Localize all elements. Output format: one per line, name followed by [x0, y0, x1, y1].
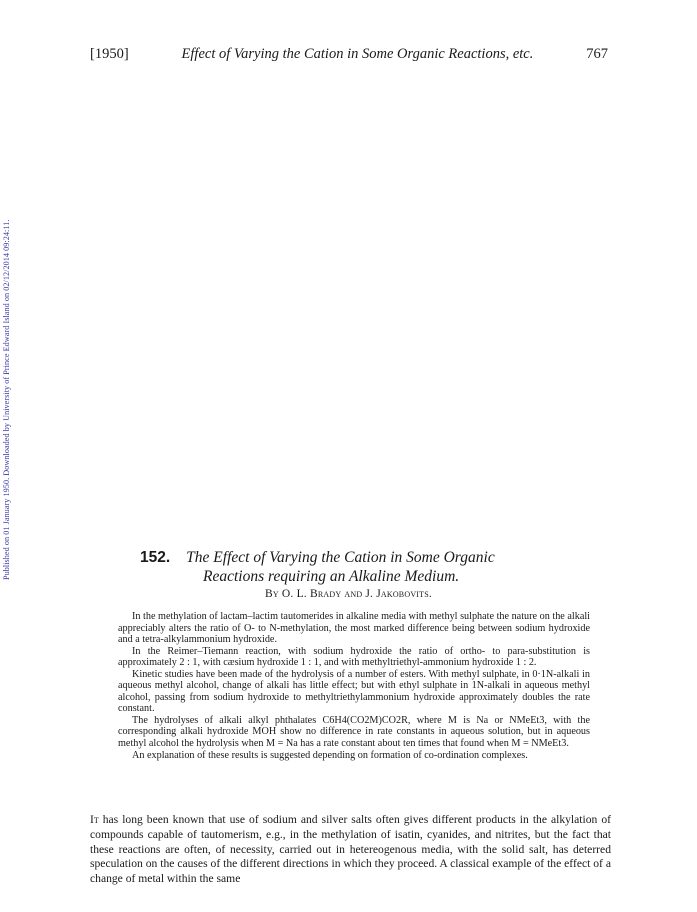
body-text: [90, 813, 611, 887]
page-number: 767: [586, 46, 608, 62]
authors-byline: By O. L. Brady and J. Jakobovits.: [265, 588, 432, 600]
journal-year: [1950]: [90, 46, 129, 62]
article-title: [140, 548, 600, 586]
running-head: [90, 46, 608, 63]
article-number: 152.: [140, 549, 171, 566]
abstract-paragraph: The hydrolyses of alkali alkyl phthalates C6H4(CO2M)CO2R, where M is Na or NMeEt3, with the corresponding alkali hydroxide MOH show no difference in rate constants in aqueous solution, but in aqueous methyl alcohol the hydrolysis when M = Na has a rate constant about ten times that found when M = NMeEt3.: [118, 714, 590, 750]
running-title: Effect of Varying the Cation in Some Organic Reactions, etc.: [181, 46, 534, 62]
abstract: [118, 611, 590, 761]
body-paragraph: [90, 813, 611, 887]
download-notice: Published on 01 January 1950. Downloaded by University of Prince Edward Island on 02/12/2014 09:24:11.: [2, 219, 11, 580]
abstract-paragraph: In the Reimer–Tiemann reaction, with sodium hydroxide the ratio of ortho- to para-substitution is approximately 2 : 1, with cæsium hydroxide 1 : 1, and with methyltriethyl-ammonium hydroxide 1 : 2.: [118, 645, 590, 669]
title-line-1: The Effect of Varying the Cation in Some Organic: [186, 549, 495, 566]
lead-word: It: [90, 813, 99, 826]
abstract-paragraph: Kinetic studies have been made of the hydrolysis of a number of esters. With methyl sulphate, in 0·1N-alkali in aqueous methyl alcohol, change of alkali has little effect; but with ethyl sulphate in 1N-alkali in aqueous methyl alcohol, passing from sodium hydroxide to methyltriethylammonium hydroxide approximately doubles the rate constant.: [118, 668, 590, 715]
body-paragraph-text: has long been known that use of sodium and silver salts often gives different products in the alkylation of compounds capable of tautomerism, e.g., in the methylation of isatin, cyanides, and nitrites, but the fact that these reactions are often, of necessity, carried out in hetereogenous media, with the solid salt, has deterred speculation on the causes of the different directions in which they proceed. A classical example of the effect of a change of metal within the same: [90, 813, 611, 886]
abstract-paragraph: An explanation of these results is suggested depending on formation of co-ordination complexes.: [132, 749, 528, 761]
title-line-2: Reactions requiring an Alkaline Medium.: [203, 568, 460, 585]
abstract-paragraph: In the methylation of lactam–lactim tautomerides in alkaline media with methyl sulphate the nature on the alkali appreciably alters the ratio of O- to N-methylation, the most marked difference being between sodium hydroxide and a tetra-alkylammonium hydroxide.: [118, 611, 590, 646]
